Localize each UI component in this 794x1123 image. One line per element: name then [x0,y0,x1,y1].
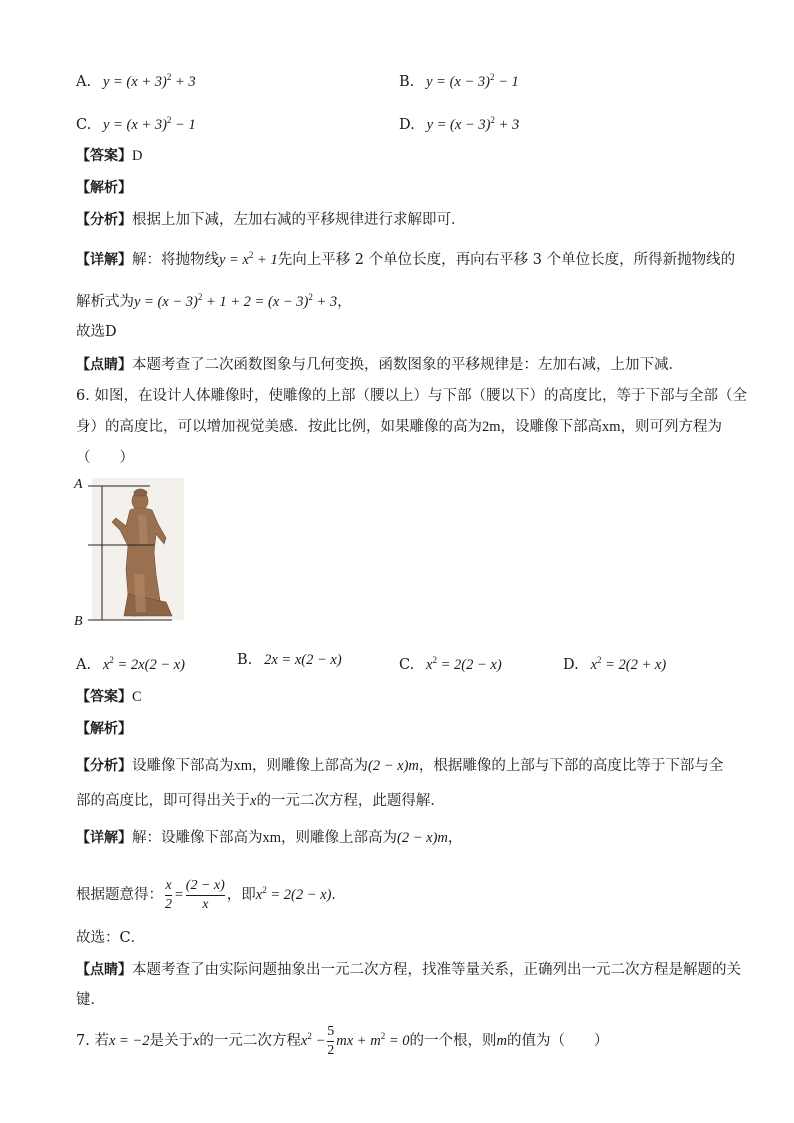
statue-image [74,474,186,626]
q6-analysis-heading [76,719,132,739]
dianjing-tag: 【点睛】 [76,357,132,373]
stem-text: 身）的高度比，可以增加视觉美感．按此比例，如果雕像的高为 [76,419,482,435]
q6-fenxi-line2 [76,791,445,811]
q6-answer [76,687,142,707]
option-letter: D. [563,657,579,673]
stem-text: 的值为（ ） [506,1033,609,1049]
formula: $y = x^2 + 1$ [219,250,278,268]
fenxi-value: x [250,793,257,809]
stem-formula-part2: mx + $m^2 = 0$ [336,1031,410,1049]
numerator: x [165,877,172,893]
denominator: 2 [327,1042,335,1058]
q5-xiangjie-line2: 解析式为$y = (x - 3)^2 + 1 + 2 = (x - 3)^2 + 3$， [76,292,352,310]
q6-xiangjie [76,828,462,848]
analysis-tag: 【解析】 [76,180,132,196]
fraction-left [165,877,172,914]
xiangjie-text: ，则雕像上部高为 [281,830,398,846]
q6-option-d [563,650,666,675]
eq-text: 根据题意得： [76,887,163,903]
stem-value: x [192,1033,200,1049]
xiangjie-text: ， [447,830,463,846]
xiangjie-text: 解析式为 [76,294,134,310]
option-expr: $x^2 = 2x(2 - x)$ [95,655,185,673]
q6-option-a [76,650,185,675]
stem-text: ，设雕像下部高 [500,419,603,435]
statue-figure [74,474,186,629]
q6-equation: 根据题意得： $\frac{x}{2}$ = $\frac{(2 - x)}{x}$ ，即$x^2 = 2(2 - x)$． [76,877,346,912]
xiangjie-tag: 【详解】 [76,830,132,846]
fraction-right [186,877,225,914]
option-letter: B. [237,652,253,668]
dianjing-tag: 【点睛】 [76,962,132,978]
answer-value: D [132,148,143,164]
stem-text: 7. 若 [76,1033,109,1049]
fenxi-text: 设雕像下部高为 [132,758,234,774]
q5-option-d [399,110,519,135]
xiangjie-value: (2 − x)m [397,830,448,846]
stem-text: ，则可列方程为 [620,419,723,435]
dianjing-text: 本题考查了由实际问题抽象出一元二次方程，找准等量关系，正确列出一元二次方程是解题的关 [132,962,741,978]
q5-option-b [399,67,519,92]
option-expr: $y = (x - 3)^2 + 3$ [419,115,520,133]
fenxi-text: ，根据雕像的上部与下部的高度比等于下部与全 [418,758,724,774]
q6-conclusion: 故选：C． [76,930,146,946]
answer-value: C [132,689,142,705]
q5-conclusion: 故选D [76,324,117,340]
option-letter: D. [399,117,415,133]
option-expr: $y = (x + 3)^2 - 1$ [95,115,196,133]
eq-text: ． [331,887,346,903]
fenxi-value: xm [233,758,253,774]
option-letter: A. [76,74,92,90]
label-b: B [74,614,83,629]
q6-dianjing-line1 [76,960,741,980]
stem-text: 的一个根，则 [409,1033,497,1049]
numerator: 5 [327,1023,335,1039]
option-expr: $x^2 = 2(2 - x)$ [418,655,502,673]
q5-answer [76,146,142,166]
q6-stem-line3: （ ） [76,450,134,466]
xiangjie-value: xm [262,830,282,846]
stem-text: 的一元二次方程 [199,1033,301,1049]
option-letter: C. [76,117,92,133]
q7-stem [76,1018,608,1060]
q6-fenxi-line1 [76,756,723,776]
answer-tag: 【答案】 [76,148,132,164]
stem-text: 是关于 [149,1033,193,1049]
dianjing-text: 本题考查了二次函数图象与几何变换，函数图象的平移规律是：左加右减，上加下减． [132,357,683,373]
fenxi-text: ，则雕像上部高为 [252,758,369,774]
q5-dianjing [76,355,683,375]
denominator: 2 [165,896,172,912]
option-letter: C. [399,657,415,673]
fenxi-tag: 【分析】 [76,758,132,774]
xiangjie-text: 解：设雕像下部高为 [132,830,263,846]
option-letter: A. [76,657,92,673]
fenxi-text: 的一元二次方程，此题得解． [256,793,445,809]
q6-stem-line1: 6. 如图，在设计人体雕像时，使雕像的上部（腰以上）与下部（腰以下）的高度比，等于下部与全部（全 [76,388,747,404]
denominator: x [202,896,209,912]
answer-tag: 【答案】 [76,689,132,705]
fraction-five-halves [327,1023,334,1060]
q6-option-b [237,650,342,670]
q6-option-c [399,650,502,675]
q6-stem-line2 [76,417,722,437]
fenxi-value: (2 − x)m [368,758,419,774]
option-letter: B. [399,74,415,90]
fenxi-tag: 【分析】 [76,212,132,228]
stem-value: xm [602,419,621,435]
option-expr: 2x = x(2 − x) [256,652,342,668]
xiangjie-text: 解：将抛物线 [132,252,219,268]
q6-dianjing-line2: 键． [76,992,105,1008]
q5-fenxi [76,210,466,230]
formula: $y = (x - 3)^2 + 1 + 2 = (x - 3)^2 + 3$ [134,292,338,310]
q5-option-a [76,67,196,92]
eq-text: ，即 [226,887,256,903]
q5-option-c [76,110,196,135]
q5-analysis-heading [76,178,132,198]
eq-result: $x^2 = 2(2 - x)$ [255,885,332,903]
stem-formula-part1: $x^2$ − [300,1031,326,1049]
label-a: A [74,477,83,492]
option-expr: $x^2 = 2(2 + x)$ [583,655,667,673]
xiangjie-tag: 【详解】 [76,252,132,268]
stem-value: m [496,1033,507,1049]
stem-value: x = −2 [108,1033,150,1049]
numerator: (2 − x) [185,877,225,893]
xiangjie-text: 先向上平移 2 个单位长度，再向右平移 3 个单位长度，所得新抛物线的 [277,252,736,268]
analysis-tag: 【解析】 [76,721,132,737]
stem-value: 2m [482,419,501,435]
q5-xiangjie-line1 [76,245,735,270]
option-expr: $y = (x - 3)^2 - 1$ [418,72,519,90]
option-expr: $y = (x + 3)^2 + 3$ [95,72,196,90]
fenxi-text: 部的高度比，即可得出关于 [76,793,250,809]
fenxi-text: 根据上加下减，左加右减的平移规律进行求解即可． [132,212,466,228]
